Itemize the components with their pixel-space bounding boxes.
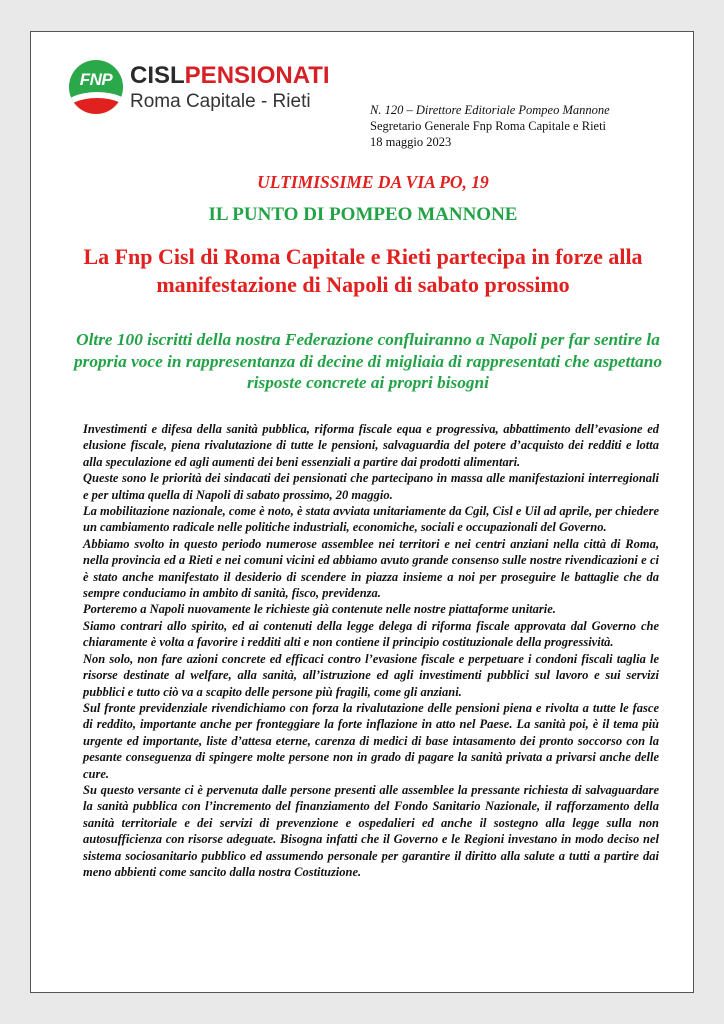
logo-brand-right: PENSIONATI <box>184 62 330 89</box>
paragraph: Non solo, non fare azioni concrete ed efficaci contro l’evasione fiscale e perpetuare i condoni fiscali taglia le risorse destinate al welfare, alla sanità, all’istruzione ed agli investimenti pubblici sul lavoro e sui servizi pubblici e tutto ciò va a scapito delle persone più fragili, come gli anziani. <box>83 651 659 699</box>
logo-subtitle: Roma Capitale - Rieti <box>130 91 311 112</box>
article-body <box>83 421 659 880</box>
subheadline: Oltre 100 iscritti della nostra Federazione confluiranno a Napoli per far sentire la propria voce in rappresentanza di decine di migliaia di rappresentati che aspettano risposte concrete ai propri bisogni <box>73 330 663 392</box>
newsletter-page <box>30 31 694 993</box>
paragraph: Su questo versante ci è pervenuta dalle persone presenti alle assemblee la pressante richiesta di salvaguardare la sanità pubblica con l’incremento del finanziamento del Fondo Sanitario Nazionale, il rafforzamento della sanità territoriale e dei servizi di prevenzione e ospedalieri ed anche il sostegno alla legge sulla non autosufficienza con risorse adeguate. Bisogna infatti che il Governo e le Regioni investano in modo deciso nel sistema sociosanitario pubblico ed assumendo personale per garantire il diritto alla salute a tutti a partire dai meno abbienti come sancito dalla nostra Costituzione. <box>83 782 659 879</box>
paragraph: Siamo contrari allo spirito, ed ai contenuti della legge delega di riforma fiscale approvata dal Governo che chiaramente è volta a favorire i redditi alti e non contiene il principio costituzionale della progressività. <box>83 618 659 650</box>
fnp-badge-icon <box>69 60 123 114</box>
masthead-date: 18 maggio 2023 <box>370 135 452 149</box>
paragraph: La mobilitazione nazionale, come è noto, è stata avviata unitariamente da Cgil, Cisl e Uil ad aprile, per chiedere un cambiamento radicale nelle politiche industriali, economiche, sociali e occupazionali del Governo. <box>83 504 659 535</box>
masthead-issue: N. 120 – Direttore Editoriale Pompeo Mannone <box>370 103 610 117</box>
paragraph: Porteremo a Napoli nuovamente le richieste già contenute nelle nostre piattaforme unitarie. <box>83 602 556 617</box>
paragraph: Queste sono le priorità dei sindacati dei pensionati che partecipano in massa alle manifestazioni interregionali e per ultima quella di Napoli di sabato prossimo, 20 maggio. <box>83 471 659 502</box>
paragraph: Investimenti e difesa della sanità pubblica, riforma fiscale equa e progressiva, abbattimento dell’evasione ed elusione fiscale, piena rivalutazione di tutte le pensioni, salvaguardia del potere d’acquisto dei redditi e lotta alla speculazione ed agli aumenti dei beni essenziali a partire dai prodotti alimentari. <box>83 422 659 469</box>
fnp-cisl-logo <box>69 58 330 118</box>
kicker-red: ULTIMISSIME DA VIA PO, 19 <box>257 172 489 192</box>
kicker-green: IL PUNTO DI POMPEO MANNONE <box>208 204 518 225</box>
logo-brand-left: CISL <box>130 62 185 89</box>
paragraph: Sul fronte previdenziale rivendichiamo con forza la rivalutazione delle pensioni piena e rivolta a tutte le fasce di reddito, importante anche per fronteggiare la forte inflazione in atto nel Paese. La sanità poi, è il tema più urgente ed importante, liste d’attesa eterne, carenza di medici di base intasamento dei pronto soccorso con la pesante conseguenza di spingere molte persone non in grado di pagare la sanità privata a privarsi anche delle cure. <box>83 700 659 781</box>
headline: La Fnp Cisl di Roma Capitale e Rieti partecipa in forze alla manifestazione di Napoli di sabato prossimo <box>83 244 643 297</box>
masthead-role: Segretario Generale Fnp Roma Capitale e Rieti <box>370 119 607 133</box>
logo-brand <box>130 62 330 90</box>
fnp-badge-text: FNP <box>79 70 113 89</box>
masthead <box>370 102 610 150</box>
paragraph: Abbiamo svolto in questo periodo numerose assemblee nei territori e nei centri anziani nella città di Roma, nella provincia ed a Rieti e nei comuni vicini ed abbiamo avuto grande consenso sulle nostre rivendicazioni e ci è stato anche manifestato il desiderio di scendere in piazza insieme a noi per proseguire le battaglie che da sempre conduciamo in ambito di sanità, fisco, previdenza. <box>83 536 659 601</box>
